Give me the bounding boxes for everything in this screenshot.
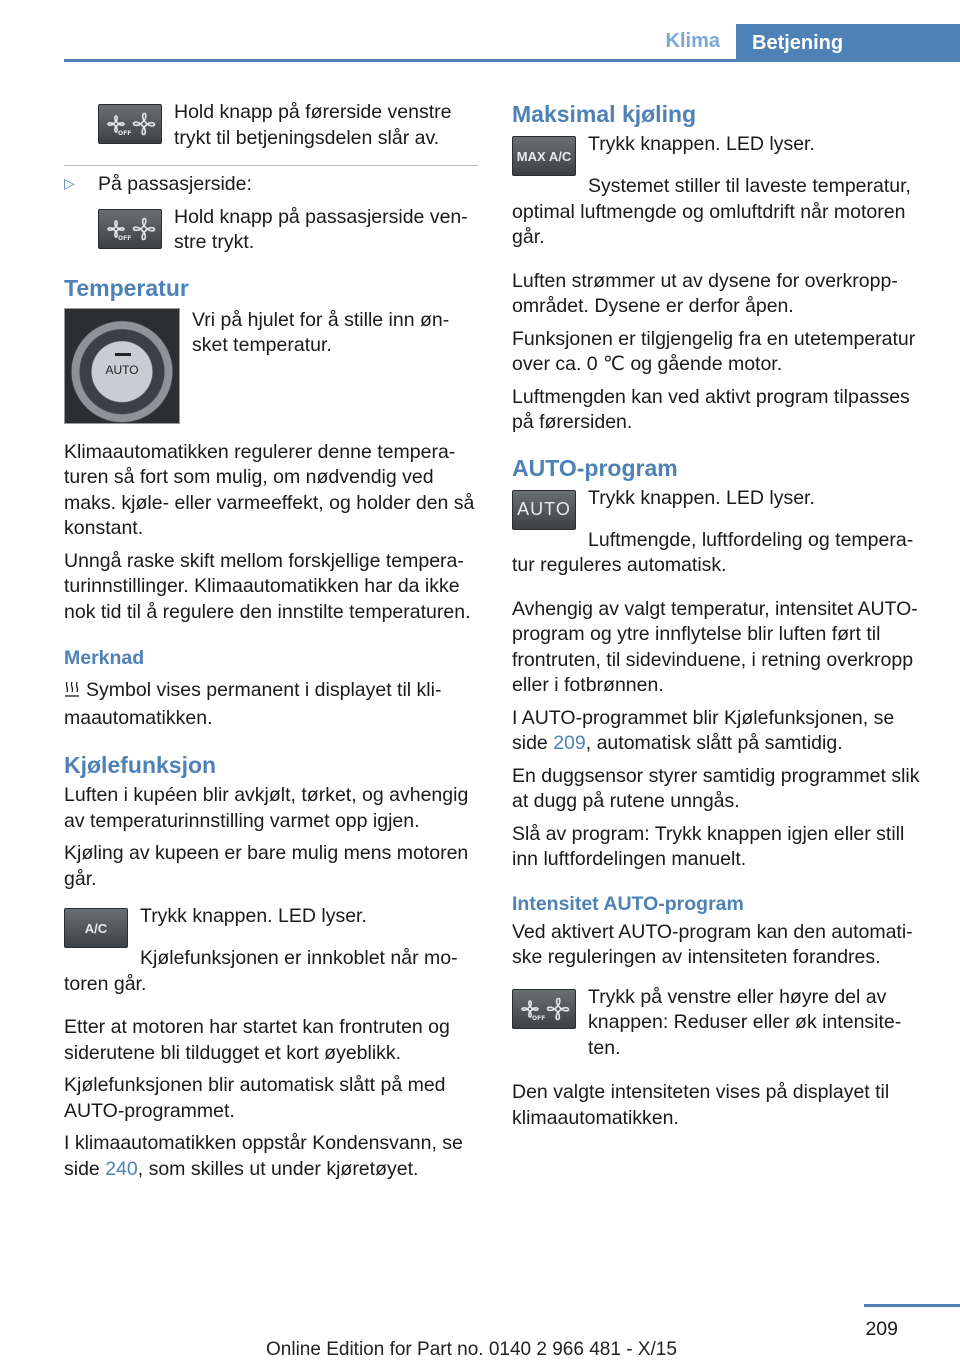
fan-button-image <box>98 209 162 249</box>
header-section[interactable]: Klima <box>665 30 720 52</box>
svg-text:OFF: OFF <box>532 1014 546 1022</box>
fan-icon <box>104 215 156 243</box>
max-ac-row <box>512 132 926 176</box>
auto-row <box>512 486 926 530</box>
cooling-paragraph-5: I klimaautomatikken oppstår Kondensvann, se side 240, som skilles ut under kjøretøyet. <box>64 1132 463 1180</box>
auto-button-image: AUTO <box>512 490 576 530</box>
fan-off-row <box>98 100 478 151</box>
auto-paragraph-3: En duggsensor styrer samtidig programmet slik at dugg på rutene unngås. <box>512 764 920 812</box>
intensity-row <box>512 985 926 1069</box>
fan-icon <box>104 110 156 138</box>
max-cooling-heading: Maksimal kjøling <box>512 101 697 127</box>
svg-text:OFF: OFF <box>118 234 132 242</box>
cooling-paragraph-4: Kjølefunksjonen blir automatisk slått på med AUTO-programmet. <box>64 1074 446 1122</box>
intensity-paragraph-1: Ved aktivert AUTO-program kan den automatiske reguleringen av intensiteten forandres. <box>512 920 913 968</box>
heat-waves-icon <box>64 680 86 706</box>
max-paragraph-3: Luftmengden kan ved aktivt program tilpasses på førersiden. <box>512 385 910 433</box>
auto-text-2: Luftmengde, luftfordeling og temperatur reguleres automatisk. <box>512 528 914 576</box>
page-link-209[interactable]: 209 <box>553 732 586 754</box>
intensity-heading: Intensitet AUTO-program <box>512 892 744 915</box>
off-text: Hold knapp på førerside venstre trykt til betjeningsdelen slår av. <box>174 101 452 149</box>
header-tab[interactable]: Betjening <box>736 24 960 62</box>
page-header <box>64 0 960 62</box>
max-paragraph-2: Funksjonen er tilgjengelig fra en utetemperatur over ca. 0 ℃ og gående motor. <box>512 327 916 375</box>
footer-rule <box>864 1304 960 1307</box>
triangle-bullet-icon: ▷ <box>64 175 75 191</box>
auto-text-1: Trykk knappen. LED lyser. <box>588 486 815 509</box>
passenger-label: På passasjerside: <box>98 173 252 195</box>
knob-label: AUTO <box>105 362 139 377</box>
cooling-paragraph-3: Etter at motoren har startet kan frontruten og siderutene bli tildugget et kort øyeblikk. <box>64 1016 450 1064</box>
cooling-paragraph-2: Kjøling av kupeen er bare mulig mens motoren går. <box>64 842 469 890</box>
right-column <box>512 100 926 1138</box>
page-number: 209 <box>865 1318 898 1340</box>
cooling-paragraph-1: Luften i kupéen blir avkjølt, tørket, og avhengig av temperaturinnstilling varmet opp igjen. <box>64 784 469 832</box>
max-text-2: Systemet stiller til laveste temperatur, optimal luftmengde og omluftdrift når motoren går. <box>512 175 911 248</box>
cooling-heading: Kjølefunksjon <box>64 752 217 778</box>
temp-row <box>64 304 478 424</box>
left-column <box>64 100 478 1189</box>
max-ac-button-image: MAX A/C <box>512 136 576 176</box>
auto-paragraph-1: Avhengig av valgt temperatur, intensitet AUTO-program og ytre innflytelse blir luften ført til frontruten, til sidevinduene, i retning overkropp eller i fotbrønnen. <box>512 597 918 696</box>
ac-row <box>64 904 478 948</box>
auto-heading: AUTO-program <box>512 454 678 481</box>
temp-paragraph-1: Klimaautomatikken regulerer denne temperaturen så fort som mulig, om nødvendig ved maks. kjøle- eller varmeeffekt, og holder den så konstant. <box>64 440 475 539</box>
temp-text: Vri på hjulet for å stille inn ønsket temperatur. <box>192 308 450 356</box>
fan-button-image <box>98 104 162 144</box>
divider <box>64 165 478 166</box>
intensity-paragraph-2: Den valgte intensiteten vises på displayet til klimaautomatikken. <box>512 1081 890 1129</box>
ac-button-image: A/C <box>64 908 128 948</box>
auto-paragraph-4: Slå av program: Trykk knappen igjen eller still inn luftfordelingen manuelt. <box>512 822 905 870</box>
note-paragraph <box>64 678 478 731</box>
fan-icon <box>518 995 570 1023</box>
note-text: Symbol vises permanent i displayet til klimaautomatikken. <box>64 679 442 729</box>
note-heading: Merknad <box>64 647 145 669</box>
temp-paragraph-2: Unngå raske skift mellom forskjellige temperaturinnstillinger. Klimaautomatikken har da ikke nok tid til å regulere den innstilte temperaturen. <box>64 549 471 623</box>
svg-text:OFF: OFF <box>118 130 132 137</box>
auto-paragraph-2: I AUTO-programmet blir Kjølefunksjonen, se side 209, automatisk slått på samtidig. <box>512 706 895 754</box>
minus-icon <box>115 353 131 356</box>
intensity-text: Trykk på venstre eller høyre del av knappen: Reduser eller øk intensiteten. <box>588 985 902 1059</box>
ac-text-1: Trykk knappen. LED lyser. <box>140 905 367 927</box>
page-link-240[interactable]: 240 <box>105 1157 138 1180</box>
temperature-heading: Temperatur <box>64 274 189 301</box>
fan-button-image <box>512 989 576 1029</box>
temperature-knob-image <box>64 308 180 424</box>
max-paragraph-1: Luften strømmer ut av dysene for overkroppområdet. Dysene er derfor åpen. <box>512 269 898 317</box>
fan-passenger-row <box>98 205 478 256</box>
footer-edition: Online Edition for Part no. 0140 2 966 481 - X/15 <box>266 1339 677 1360</box>
passenger-text: Hold knapp på passasjerside venstre trykt. <box>174 205 468 253</box>
ac-text-2: Kjølefunksjonen er innkoblet når motoren går. <box>64 947 458 995</box>
passenger-item <box>64 172 478 205</box>
max-text-1: Trykk knappen. LED lyser. <box>588 133 815 155</box>
